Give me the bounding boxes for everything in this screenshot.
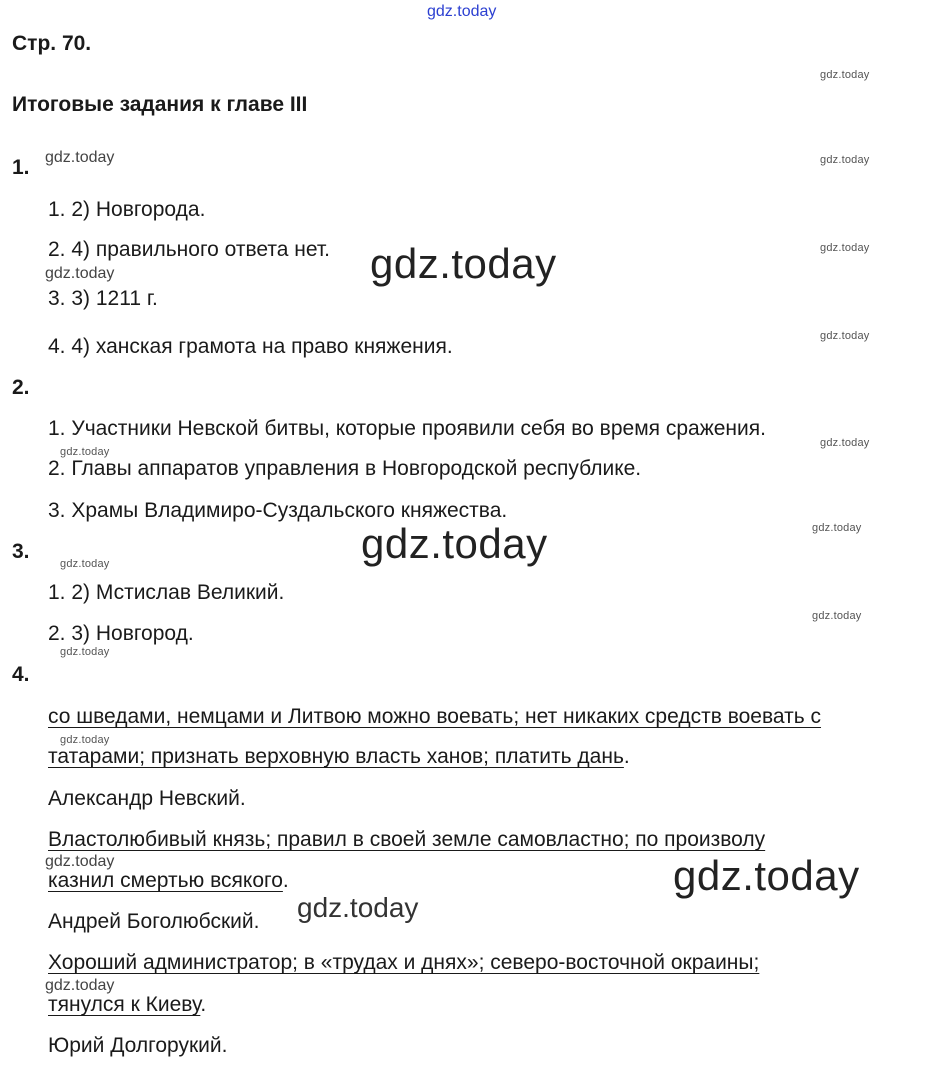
watermark: gdz.today: [60, 646, 110, 658]
watermark: gdz.today: [45, 265, 115, 282]
task-4-answer-1: Александр Невский.: [48, 787, 246, 810]
watermark: gdz.today: [820, 69, 870, 81]
task-3-number: 3.: [12, 540, 30, 563]
watermark: gdz.today: [820, 330, 870, 342]
watermark: gdz.today: [820, 154, 870, 166]
task-2-answer-3: 3. Храмы Владимиро-Суздальского княжества.: [48, 499, 508, 522]
quote-text: Хороший администратор; в «трудах и днях»; северо-восточной окраины;: [48, 951, 760, 974]
watermark: gdz.today: [60, 734, 110, 746]
page-number: Стр. 70.: [12, 32, 92, 55]
task-3-answer-1: 1. 2) Мстислав Великий.: [48, 581, 285, 604]
quote-period: .: [282, 869, 289, 892]
section-title: Итоговые задания к главе III: [12, 93, 308, 116]
watermark: gdz.today: [820, 242, 870, 254]
task-4-quote-1-line-1: [48, 705, 821, 729]
task-4-quote-3-line-2: [48, 993, 206, 1017]
watermark: gdz.today: [673, 852, 860, 899]
quote-text: со шведами, немцами и Литвою можно воевать; нет никаких средств воевать с: [48, 705, 822, 728]
quote-text: татарами; признать верховную власть ханов; платить дань: [48, 745, 624, 768]
task-4-answer-3: Юрий Долгорукий.: [48, 1034, 228, 1057]
task-1-answer-3: 3. 3) 1211 г.: [48, 287, 158, 310]
watermark: gdz.today: [361, 520, 548, 567]
watermark: gdz.today: [45, 149, 115, 166]
watermark: gdz.today: [297, 892, 419, 923]
task-4-quote-1-line-2: [48, 745, 630, 769]
task-1-answer-1: 1. 2) Новгорода.: [48, 198, 206, 221]
watermark: gdz.today: [812, 610, 862, 622]
task-2-answer-2: 2. Главы аппаратов управления в Новгородской республике.: [48, 457, 642, 480]
task-4-answer-2: Андрей Боголюбский.: [48, 910, 260, 933]
task-1-number: 1.: [12, 156, 30, 179]
watermark: gdz.today: [820, 437, 870, 449]
task-2-answer-1: 1. Участники Невской битвы, которые проявили себя во время сражения.: [48, 417, 766, 440]
watermark: gdz.today: [427, 3, 497, 20]
watermark: gdz.today: [812, 522, 862, 534]
watermark: gdz.today: [45, 977, 115, 994]
task-4-number: 4.: [12, 663, 30, 686]
watermark: gdz.today: [60, 558, 110, 570]
quote-period: .: [623, 745, 630, 768]
task-4-quote-2-line-1: [48, 828, 765, 852]
quote-text: тянулся к Киеву: [48, 993, 201, 1016]
task-2-number: 2.: [12, 376, 30, 399]
task-4-quote-3-line-1: [48, 951, 759, 975]
watermark: gdz.today: [370, 240, 557, 287]
quote-period: .: [200, 993, 207, 1016]
quote-text: Властолюбивый князь; правил в своей земле самовластно; по произволу: [48, 828, 766, 851]
task-3-answer-2: 2. 3) Новгород.: [48, 622, 194, 645]
quote-text: казнил смертью всякого: [48, 869, 283, 892]
watermark: gdz.today: [45, 853, 115, 870]
task-1-answer-4: 4. 4) ханская грамота на право княжения.: [48, 335, 453, 358]
task-4-quote-2-line-2: [48, 869, 289, 893]
task-1-answer-2: 2. 4) правильного ответа нет.: [48, 238, 330, 261]
watermark: gdz.today: [60, 446, 110, 458]
